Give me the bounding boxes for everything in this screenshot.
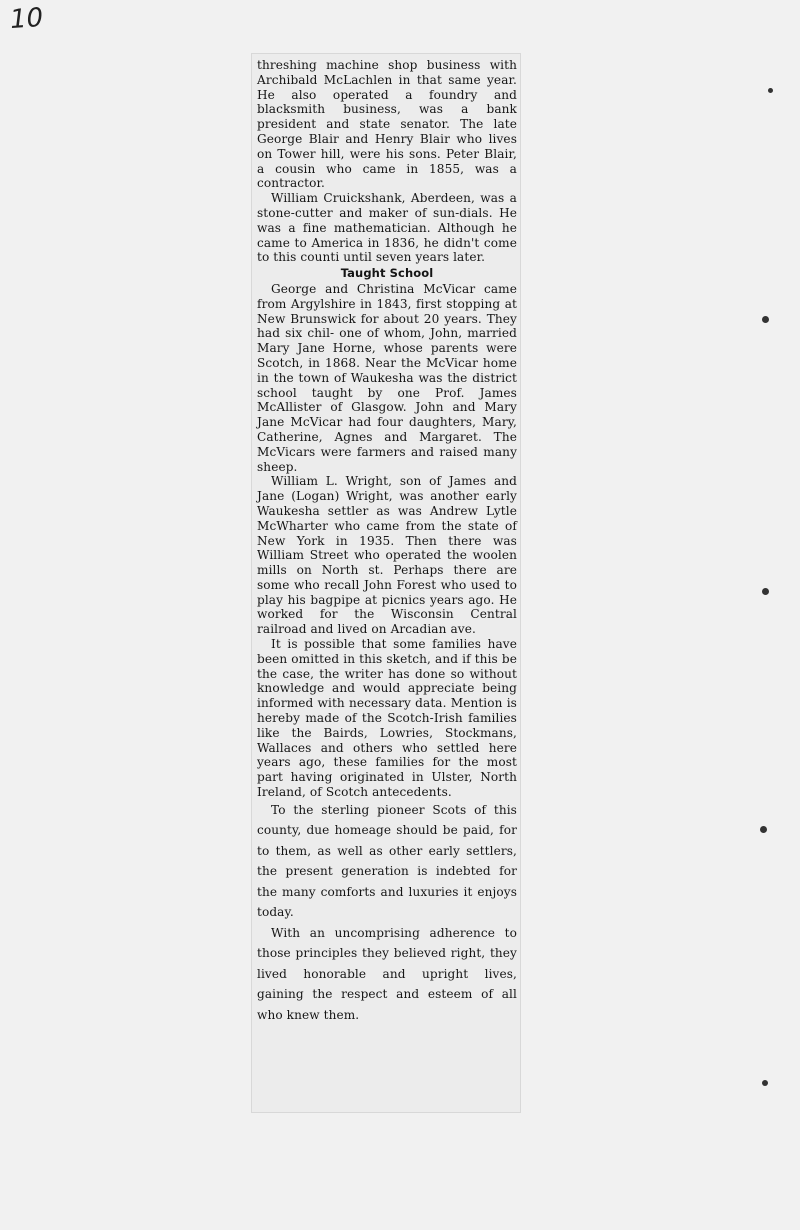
punch-hole-mark	[760, 826, 767, 833]
newspaper-clipping	[252, 54, 520, 1112]
article-column	[257, 58, 517, 1025]
article-paragraph: To the sterling pioneer Scots of this county, due homeage should be paid, for to them, as well as other early settlers, the present generation is indebted for the many comforts and luxuries it enjoys today.	[257, 802, 517, 920]
punch-hole-mark	[762, 588, 769, 595]
article-paragraph: William Cruickshank, Aberdeen, was a stone-cutter and maker of sun-dials. He was a fine mathematician. Although he came to America in 1836, he didn't come to this counti until seven years later.	[257, 191, 517, 265]
article-paragraph: William L. Wright, son of James and Jane (Logan) Wright, was another early Waukesha settler as was Andrew Lytle McWharter who came from the state of New York in 1935. Then there was William Street who operated the woolen mills on North st. Perhaps there are some who recall John Forest who used to play his bagpipe at picnics years ago. He worked for the Wisconsin Central railroad and lived on Arcadian ave.	[257, 474, 517, 637]
article-paragraph: With an uncomprising adherence to those principles they believed right, they lived honorable and upright lives, gaining the respect and esteem of all who knew them.	[257, 925, 517, 1022]
article-paragraph: George and Christina McVicar came from Argylshire in 1843, first stopping at New Brunswick for about 20 years. They had six chil- one of whom, John, married Mary Jane Horne, whose parents were Scotch, in 1868. Near the McVicar home in the town of Waukesha was the district school taught by one Prof. James McAllister of Glasgow. John and Mary Jane McVicar had four daughters, Mary, Catherine, Agnes and Margaret. The McVicars were farmers and raised many sheep.	[257, 281, 517, 474]
article-paragraph: It is possible that some families have been omitted in this sketch, and if this be the case, the writer has done so without knowledge and would appreciate being informed with necessary data. Mention is hereby made of the Scotch-Irish families like the Bairds, Lowries, Stockmans, Wallaces and others who settled here years ago, these families for the most part having originated in Ulster, North Ireland, of Scotch antecedents.	[257, 637, 517, 800]
punch-hole-mark	[762, 316, 769, 323]
section-subhead: Taught School	[340, 266, 434, 281]
page-number: 10	[8, 2, 45, 36]
punch-hole-mark	[762, 1080, 768, 1086]
article-paragraph: threshing machine shop business with Archibald McLachlen in that same year. He also operated a foundry and blacksmith business, was a bank president and state senator. The late George Blair and Henry Blair who lives on Tower hill, were his sons. Peter Blair, a cousin who came in 1855, was a contractor.	[257, 58, 517, 191]
punch-hole-mark	[768, 88, 773, 93]
